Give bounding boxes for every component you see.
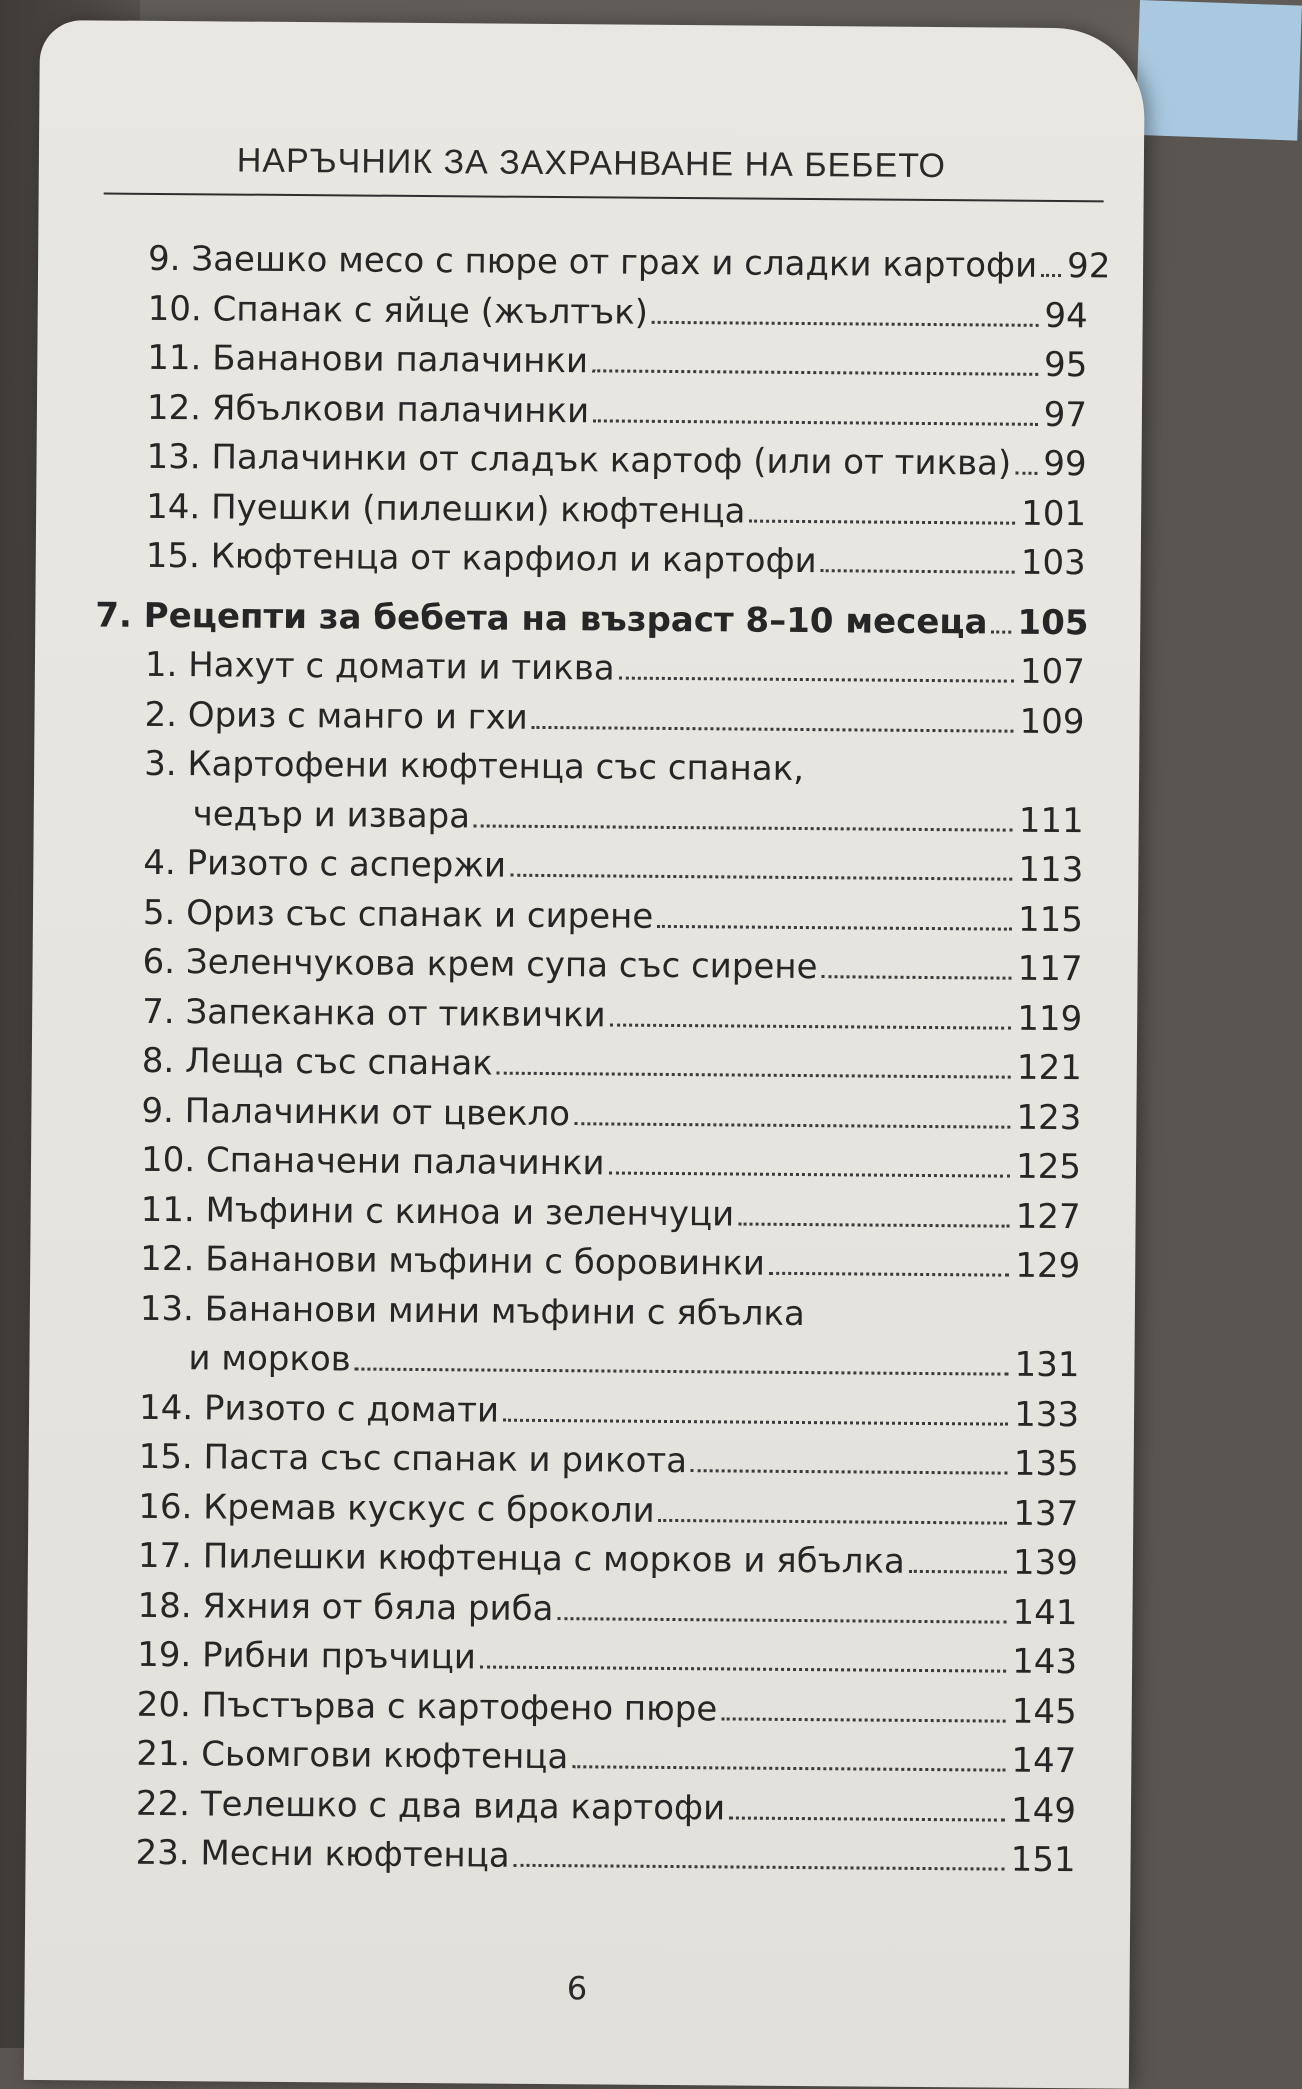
leader-dots — [821, 975, 1011, 979]
toc-entry-title: 16. Кремав кускус с броколи — [138, 1486, 655, 1531]
toc-entry-title: 8. Леща със спанак — [141, 1040, 493, 1084]
toc-entry-title: 2. Ориз с манго и гхи — [144, 694, 528, 738]
toc-page-number: 103 — [1020, 542, 1086, 584]
toc-entry — [89, 1387, 1079, 1444]
toc-entry-title: 15. Кюфтенца от карфиол и картофи — [145, 535, 817, 582]
toc-page-number: 115 — [1017, 899, 1084, 940]
toc-entry — [86, 1783, 1076, 1840]
toc-entry — [87, 1585, 1077, 1642]
toc-page-number: 109 — [1019, 701, 1085, 742]
leader-dots — [497, 1072, 1011, 1079]
leader-dots — [691, 1469, 1008, 1474]
leader-dots — [609, 1172, 1011, 1178]
toc-entry — [95, 644, 1085, 701]
leader-dots — [821, 569, 1015, 574]
toc-entry-title: 3. Картофени кюфтенца със спанак, — [144, 743, 805, 790]
leader-dots — [991, 630, 1011, 633]
toc-section-heading — [95, 594, 1089, 652]
toc-page-number: 111 — [1018, 800, 1084, 841]
toc-page-number: 141 — [1012, 1592, 1078, 1633]
toc-entry — [88, 1436, 1078, 1493]
toc-entry — [88, 1535, 1078, 1592]
toc-page-number: 101 — [1021, 493, 1087, 534]
leader-dots — [574, 1122, 1010, 1128]
leader-dots — [1015, 472, 1037, 475]
toc-entry — [90, 1189, 1080, 1246]
toc-entry-title: 15. Паста със спанак и рикота — [138, 1436, 688, 1482]
toc-entry-title: 5. Ориз със спанак и сирене — [142, 892, 654, 937]
toc-entry — [90, 1288, 1080, 1345]
leader-dots — [480, 1666, 1006, 1673]
leader-dots — [503, 1418, 1008, 1425]
toc-entry-title: 21. Сьомгови кюфтенца — [136, 1733, 569, 1778]
toc-entry — [89, 1337, 1079, 1394]
toc-page-number: 147 — [1011, 1740, 1077, 1782]
page-number: 6 — [566, 1969, 588, 2008]
toc-entry — [85, 1832, 1075, 1889]
toc-entry — [94, 743, 1084, 800]
toc-entry — [98, 238, 1111, 295]
leader-dots — [355, 1368, 1009, 1376]
toc-entry-title: 13. Палачинки от сладък картоф (или от тиква) — [146, 436, 1012, 484]
toc-entry-title: 20. Пъстърва с картофено пюре — [136, 1684, 718, 1729]
toc-entry — [90, 1238, 1080, 1295]
toc-entry-title: 6. Зеленчукова крем супа със сирене — [142, 941, 818, 988]
toc-entry-title: 11. Бананови палачинки — [147, 337, 589, 382]
toc-page-number: 135 — [1013, 1443, 1079, 1485]
toc-page-number: 137 — [1013, 1493, 1079, 1534]
leader-dots — [532, 725, 1014, 732]
leader-dots — [572, 1765, 1005, 1771]
toc-entry — [92, 1040, 1082, 1097]
toc-entry — [97, 337, 1087, 394]
toc-page-number: 107 — [1019, 651, 1086, 693]
toc-page-number: 151 — [1010, 1839, 1076, 1881]
leader-dots — [557, 1617, 1006, 1624]
leader-dots — [657, 924, 1012, 930]
leader-dots — [592, 369, 1038, 376]
toc-entry — [93, 842, 1083, 899]
toc-entry-title: 12. Ябълкови палачинки — [146, 387, 590, 431]
blue-card-corner — [1135, 0, 1302, 141]
leader-dots — [909, 1570, 1007, 1574]
toc-entry-title: 9. Заешко месо с пюре от грах и сладки картофи — [147, 238, 1038, 286]
leader-dots — [610, 1023, 1012, 1029]
toc-page-number: 149 — [1010, 1790, 1077, 1831]
toc-entry-title: чедър и извара — [192, 793, 471, 836]
toc-page-number: 129 — [1015, 1245, 1081, 1287]
toc-page-number: 145 — [1011, 1691, 1077, 1732]
toc-entry-title: 18. Яхния от бяла риба — [137, 1585, 554, 1629]
book-page — [24, 20, 1145, 2089]
toc-entry-title: 13. Бананови мини мъфини с ябълка — [139, 1288, 806, 1334]
toc-page-number: 99 — [1043, 443, 1087, 485]
leader-dots — [514, 1864, 1005, 1871]
header-rule — [104, 193, 1104, 203]
toc-page-number: 95 — [1043, 344, 1088, 386]
toc-entry-title: 14. Ризото с домати — [138, 1387, 500, 1431]
toc-entry — [96, 535, 1086, 592]
toc-entry — [87, 1634, 1077, 1691]
toc-entry-title: 1. Нахут с домати и тиква — [144, 644, 615, 689]
toc-page-number: 94 — [1044, 295, 1088, 336]
toc-entry — [98, 288, 1088, 345]
toc-page-number: 133 — [1014, 1394, 1080, 1435]
toc-entry-title: 7. Рецепти за бебета на възраст 8–10 месеца — [95, 594, 988, 642]
toc-page-number: 143 — [1012, 1641, 1078, 1683]
leader-dots — [652, 320, 1038, 326]
toc-entry — [94, 793, 1084, 850]
running-header: НАРЪЧНИК ЗА ЗАХРАНВАНЕ НА БЕБЕТО — [236, 141, 947, 186]
toc-entry-title: 22. Телешко с два вида картофи — [135, 1783, 726, 1828]
toc-page-number: 139 — [1012, 1542, 1079, 1584]
toc-entry — [87, 1684, 1077, 1741]
toc-page-number: 97 — [1043, 394, 1088, 435]
toc-entry — [97, 387, 1087, 444]
toc-entry — [92, 991, 1082, 1048]
table-of-contents — [85, 238, 1111, 1889]
leader-dots — [474, 824, 1013, 831]
toc-entry-title: 9. Палачинки от цвекло — [141, 1090, 571, 1134]
toc-entry-title: 19. Рибни пръчици — [137, 1634, 477, 1678]
leader-dots — [749, 519, 1015, 524]
leader-dots — [738, 1222, 1010, 1227]
leader-dots — [510, 874, 1012, 881]
toc-entry-title: 12. Бананови мъфини с боровинки — [140, 1238, 766, 1284]
toc-entry-title: 10. Спаначени палачинки — [140, 1139, 605, 1184]
toc-page-number: 131 — [1014, 1344, 1080, 1386]
leader-dots — [659, 1518, 1008, 1524]
toc-entry — [93, 892, 1083, 949]
toc-page-number: 119 — [1017, 998, 1083, 1039]
leader-dots — [593, 419, 1038, 425]
leader-dots — [1041, 274, 1061, 277]
toc-page-number: 105 — [1017, 602, 1089, 643]
leader-dots — [769, 1272, 1009, 1277]
toc-entry — [86, 1733, 1076, 1790]
toc-entry — [91, 1090, 1081, 1147]
leader-dots — [619, 677, 1014, 683]
toc-entry-title: 17. Пилешки кюфтенца с морков и ябълка — [137, 1535, 905, 1582]
toc-entry — [94, 694, 1084, 751]
toc-page-number: 117 — [1017, 948, 1083, 990]
toc-page-number: 123 — [1016, 1097, 1082, 1138]
toc-page-number: 113 — [1018, 849, 1084, 891]
toc-entry — [92, 941, 1082, 998]
leader-dots — [721, 1717, 1006, 1722]
toc-entry-title: и морков — [188, 1338, 351, 1380]
toc-entry — [88, 1486, 1078, 1543]
toc-entry — [91, 1139, 1081, 1196]
toc-entry — [96, 486, 1086, 543]
toc-page-number: 121 — [1016, 1047, 1082, 1089]
toc-page-number: 125 — [1015, 1146, 1082, 1188]
toc-entry-title: 14. Пуешки (пилешки) кюфтенца — [146, 486, 746, 532]
leader-dots — [729, 1816, 1005, 1821]
toc-entry-title: 4. Ризото с аспержи — [143, 842, 507, 886]
toc-entry-title: 23. Месни кюфтенца — [135, 1832, 510, 1876]
toc-entry-title: 11. Мъфини с киноа и зеленчуци — [140, 1189, 735, 1234]
toc-page-number: 127 — [1015, 1196, 1081, 1237]
toc-entry — [96, 436, 1086, 493]
toc-entry-title: 10. Спанак с яйце (жълтък) — [147, 288, 649, 333]
toc-entry-title: 7. Запеканка от тиквички — [142, 991, 606, 1035]
toc-page-number: 92 — [1066, 246, 1111, 287]
